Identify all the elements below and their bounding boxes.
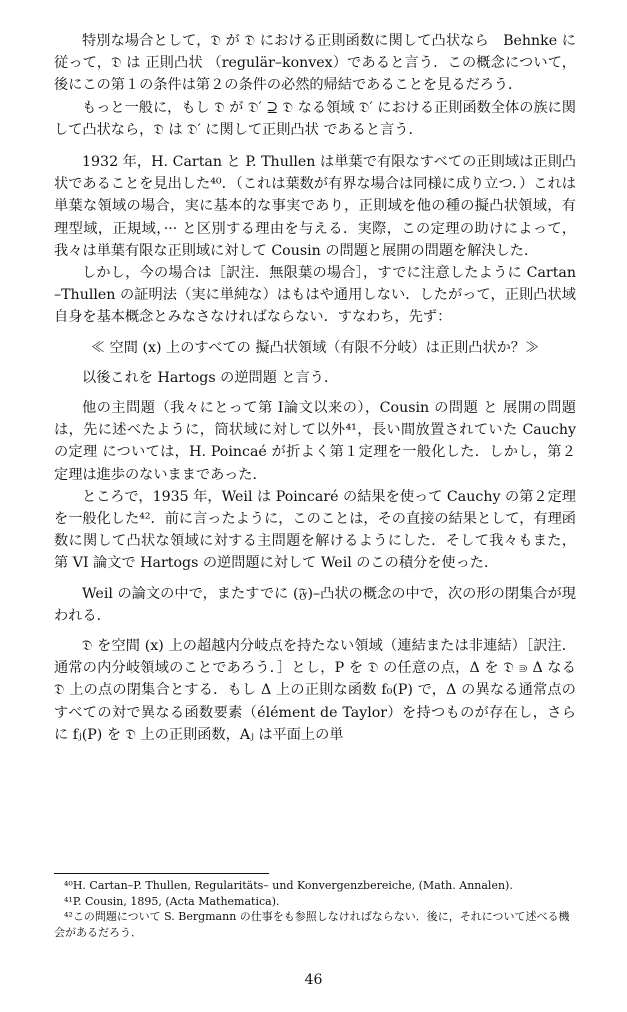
footnotes [54, 873, 576, 940]
body-text [54, 30, 576, 746]
question-statement: ≪ 空間 (x) 上のすべての 擬凸状領域（有限不分岐）は正則凸状か？≫ [90, 339, 540, 356]
paragraph-9: Weil の論文の中で，またすでに (𝔉)–凸状の概念の中で，次の形の閉集合が現われる． [54, 585, 576, 624]
paragraph-7: 他の主問題（我々にとって第 Ⅰ論文以来の），Cousin の問題 と 展開の問題 は，先に述べたように，筒状域に対して以外⁴¹，長い間放置されていた Cauchy の定理 については，H. Poincaé が折よく第１定理を一般化した．しかし，第２定理は進歩のないままであった． [54, 400, 576, 483]
paragraph-8: ところで，1935 年，Weil は Poincaré の結果を使って Cauchy の第２定理を一般化した⁴²．前に言ったように，このことは，その直接の結果として，有理函数に関して凸状な領域に対する主問題を解けるようにした．そして我々もまた，第 VI 論文で Hartogs の逆問題に対して Weil のこの積分を使った． [54, 488, 576, 572]
paragraph-6: 以後これを Hartogs の逆問題 と言う． [82, 369, 339, 386]
footnote-rule [54, 873, 269, 874]
page-number: 46 [304, 972, 323, 988]
footnote-42: ⁴²この問題について S. Bergmann の仕事をも参照しなければならない．後に，それについて述べる機会があるだろう． [54, 910, 570, 939]
footnote-41: ⁴¹P. Cousin, 1895, (Acta Mathematica). [64, 894, 280, 908]
footnote-40: ⁴⁰H. Cartan–P. Thullen, Regularitäts– und Konvergenzbereiche, (Math. Annalen). [64, 879, 513, 892]
paragraph-10: 𝔇 を空間 (x) 上の超越内分岐点を持たない領域（連結または非連結）［訳注．通常の内分岐領域のことであろう．］とし，P を 𝔇 の任意の点，Δ を 𝔇 ⋑ Δ なる 𝔇 上の点の閉集合とする．もし Δ 上の正則な函数 f₀(P) で，Δ の異なる通常点のすべての対で異なる函数要素（élément de Taylor）を持つものが存在し，さらに fⱼ(P) を 𝔇 上の正則函数，Aⱼ は平面上の単 [54, 638, 576, 743]
paragraph-2: もっと一般に，もし 𝔇 が 𝔇′ ⊇ 𝔇 なる領域 𝔇′ における正則函数全体の族に関して凸状なら，𝔇 は 𝔇′ に関して正則凸状 であると言う． [54, 99, 576, 138]
paragraph-4: しかし，今の場合は［訳注．無限葉の場合］，すでに注意したように Cartan–Thullen の証明法（実に単純な）はもはや通用しない．したがって，正則凸状域自身を基本概念とみなさなければならない．すなわち，先ず： [54, 265, 576, 326]
paragraph-1: 特別な場合として，𝔇 が 𝔇 における正則函数に関して凸状なら Behnke に従って，𝔇 は 正則凸状 （regulär–konvex）であると言う．この概念について，後にこの第１の条件は第２の条件の必然的帰結であることを見るだろう． [54, 33, 576, 94]
paragraph-3: 1932 年，H. Cartan と P. Thullen は単葉で有限なすべての正則域は正則凸状であることを見出した⁴⁰．（これは葉数が有界な場合は同様に成り立つ．）これは単葉な領域の場合，実に基本的な事実であり，正則域を他の種の擬凸状領域，有理型域，正規域，··· と区別する理由を与える．実際，この定理の助けによって，我々は単葉有限な正則域に対して Cousin の問題と展開の問題を解決した． [54, 154, 576, 259]
